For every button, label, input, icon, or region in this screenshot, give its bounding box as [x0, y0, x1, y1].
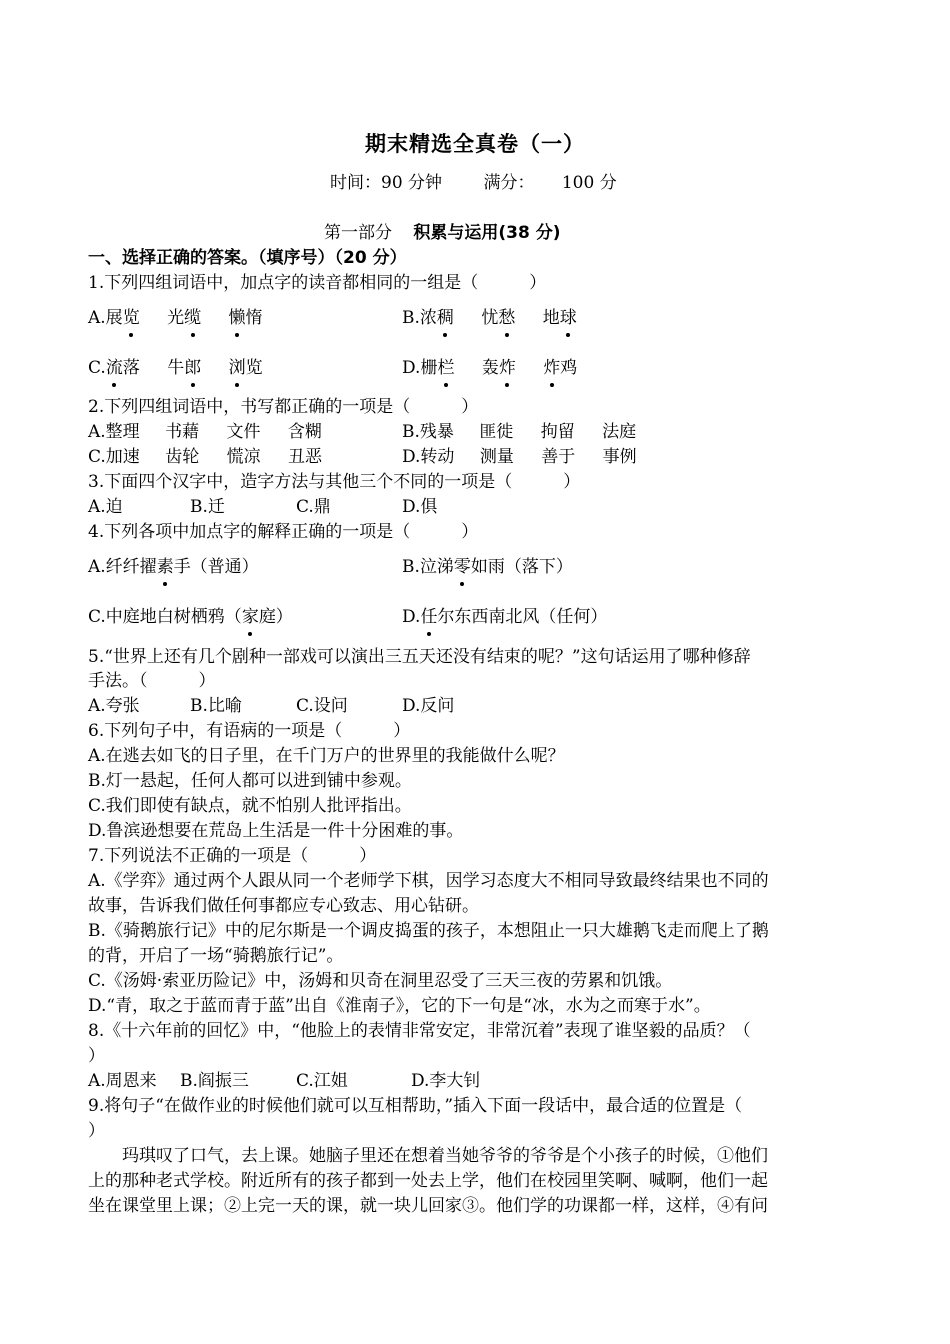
exam-meta: [330, 168, 617, 193]
page-title: 期末精选全真卷（一）: [365, 132, 585, 156]
time-label: 时间：90 分钟: [330, 173, 443, 193]
section-heading: 一、选择正确的答案。（填序号）（20 分）: [88, 248, 407, 268]
q3-option-b: B.迁: [190, 497, 225, 517]
question-4-stem: 4.下列各项中加点字的解释正确的一项是（ ）: [88, 522, 479, 542]
dotted-char: 素: [157, 552, 174, 577]
question-9-stem-line1: 9.将句子“在做作业的时候他们就可以互相帮助，”插入下面一段话中，最合适的位置是（: [88, 1096, 743, 1116]
score-value: 100 分: [561, 173, 617, 193]
dotted-char: 流: [106, 353, 123, 378]
part-heading: [324, 218, 561, 243]
q1-option-d: D.栅栏 轰炸 炸鸡: [402, 353, 577, 378]
q3-option-c: C.鼎: [296, 497, 331, 517]
dotted-char: 览: [123, 303, 140, 328]
question-1-stem: 1.下列四组词语中，加点字的读音都相同的一组是（ ）: [88, 273, 547, 293]
q8-option-a: A.周恩来: [88, 1071, 157, 1091]
q7-option-a-line1: A.《学弈》通过两个人跟从同一个老师学下棋，因学习态度大不相同导致最终结果也不同的: [88, 871, 769, 891]
q2-option-a: A.整理 书藉 文件 含糊: [88, 422, 322, 442]
q8-option-b: B.阎振三: [180, 1071, 249, 1091]
q6-option-b: B.灯一悬起，任何人都可以进到铺中参观。: [88, 771, 412, 791]
question-8-stem-line1: 8.《十六年前的回忆》中，“他脸上的表情非常安定，非常沉着”表现了谁坚毅的品质？（: [88, 1021, 751, 1041]
dotted-char: 缆: [184, 303, 201, 328]
dotted-char: 炸: [499, 353, 516, 378]
question-5-stem-line1: 5.“世界上还有几个剧种一部戏可以演出三五天还没有结束的呢？”这句话运用了哪种修辞: [88, 647, 751, 667]
q8-option-c: C.江姐: [296, 1071, 348, 1091]
q5-option-a: A.夸张: [88, 696, 140, 716]
part-label: 第一部分: [324, 223, 392, 243]
question-8-stem-line2: ）: [88, 1046, 105, 1066]
q6-option-c: C.我们即使有缺点，就不怕别人批评指出。: [88, 796, 412, 816]
dotted-char: 栏: [437, 353, 454, 378]
q7-option-a-line2: 故事，告诉我们做任何事都应专心致志、用心钻研。: [88, 896, 479, 916]
q2-option-b: B.残暴 匪徙 拘留 法庭: [402, 422, 637, 442]
dotted-char: 愁: [498, 303, 515, 328]
q2-option-c: C.加速 齿轮 慌凉 丑恶: [88, 447, 323, 467]
q4-option-a: A.纤纤擢素手（普通）: [88, 552, 259, 577]
q5-option-d: D.反问: [402, 696, 455, 716]
q3-option-d: D.俱: [402, 497, 438, 517]
q1-option-a: A.展览 光缆 懒惰: [88, 303, 263, 328]
q9-passage-line2: 上的那种老式学校。附近所有的孩子都到一处去上学，他们在校园里笑啊、喊啊，他们一起: [88, 1171, 768, 1191]
q1-option-b: B.浓稠 忧愁 地球: [402, 303, 577, 328]
question-6-stem: 6.下列句子中，有语病的一项是（ ）: [88, 721, 411, 741]
question-5-stem-line2: 手法。（ ）: [88, 671, 216, 691]
question-3-stem: 3.下面四个汉字中，造字方法与其他三个不同的一项是（ ）: [88, 472, 581, 492]
dotted-char: 家: [242, 602, 259, 627]
dotted-char: 浏: [229, 353, 246, 378]
q6-option-a: A.在逃去如飞的日子里，在千门万户的世界里的我能做什么呢？: [88, 746, 565, 766]
q4-option-b: B.泣涕零如雨（落下）: [402, 552, 573, 577]
q2-option-d: D.转动 测量 善于 事例: [402, 447, 637, 467]
q7-option-b-line2: 的背，开启了一场“骑鹅旅行记”。: [88, 946, 344, 966]
q8-option-d: D.李大钊: [411, 1071, 481, 1091]
question-9-stem-line2: ）: [88, 1121, 105, 1141]
part-title: 积累与运用(38 分): [413, 223, 561, 243]
q7-option-c: C.《汤姆·索亚历险记》中，汤姆和贝奇在洞里忍受了三天三夜的劳累和饥饿。: [88, 971, 673, 991]
dotted-char: 零: [454, 552, 471, 577]
q4-option-d: D.任尔东西南北风（任何）: [402, 602, 607, 627]
q7-option-d: D.“青，取之于蓝而青于蓝”出自《淮南子》，它的下一句是“冰，水为之而寒于水”。: [88, 996, 711, 1016]
q5-option-c: C.设问: [296, 696, 348, 716]
q5-option-b: B.比喻: [190, 696, 242, 716]
q9-passage-line3: 坐在课堂里上课；②上完一天的课，就一块儿回家③。他们学的功课都一样，这样，④有问: [88, 1196, 768, 1216]
question-2-stem: 2.下列四组词语中，书写都正确的一项是（ ）: [88, 397, 479, 417]
dotted-char: 球: [560, 303, 577, 328]
dotted-char: 炸: [543, 353, 560, 378]
q9-passage-line1: 玛琪叹了口气，去上课。她脑子里还在想着当她爷爷的爷爷是个小孩子的时候，①他们: [88, 1146, 768, 1166]
dotted-char: 懒: [229, 303, 246, 328]
score-label: 满分：: [483, 173, 535, 193]
q3-option-a: A.迫: [88, 497, 123, 517]
q1-option-c: C.流落 牛郎 浏览: [88, 353, 263, 378]
q6-option-d: D.鲁滨逊想要在荒岛上生活是一件十分困难的事。: [88, 821, 464, 841]
q4-option-c: C.中庭地白树栖鸦（家庭）: [88, 602, 293, 627]
question-7-stem: 7.下列说法不正确的一项是（ ）: [88, 846, 377, 866]
dotted-char: 郎: [184, 353, 201, 378]
dotted-char: 稠: [437, 303, 454, 328]
dotted-char: 任: [420, 602, 437, 627]
q7-option-b-line1: B.《骑鹅旅行记》中的尼尔斯是一个调皮捣蛋的孩子，本想阻止一只大雄鹅飞走而爬上了鹅: [88, 921, 769, 941]
